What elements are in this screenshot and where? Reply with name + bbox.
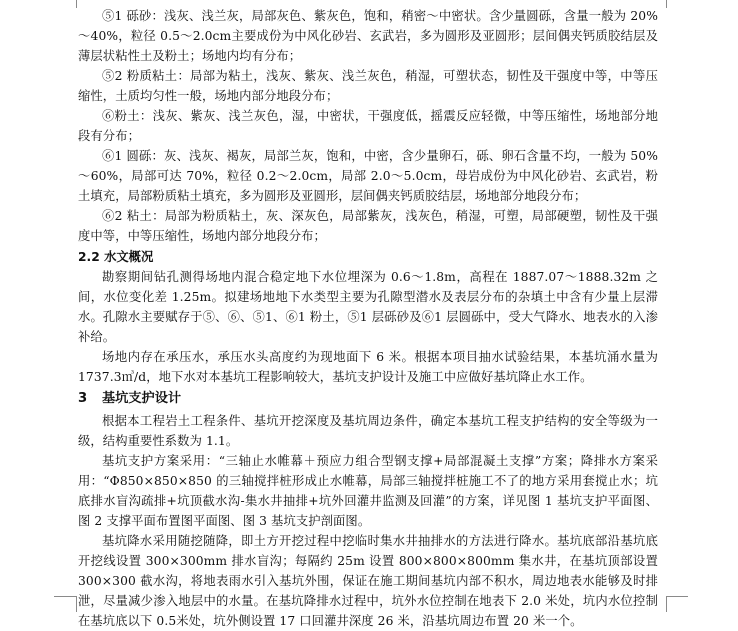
section-title: 基坑支护设计	[102, 391, 182, 406]
section-heading-support	[78, 387, 658, 411]
support-paragraph: 基坑降水采用随挖随降，即土方开挖过程中挖临时集水井抽排水的方法进行降水。基坑底部沿基坑底开挖线设置 300×300mm 排水盲沟；每隔约 25m 设置 800×800×800mm 集水井，在基坑顶部设置 300×300 截水沟，将地表雨水引入基坑外围，保证在施工期间基坑内部不积水，周边地表水能够及时排泄，尽量减少渗入地层中的水量。在基坑降排水过程中，坑外水位控制在地表下 2.0 米处，坑内水位控制在基坑底以下 0.5米处，坑外侧设置 17 口回灌井深度 26 米，沿基坑周边布置 20 米一个。	[78, 534, 658, 628]
page-corner-mark	[666, 596, 688, 597]
page-corner-mark	[62, 596, 77, 612]
soil-layer-paragraph: ⑥2 粘土：局部为粉质粘土，灰、深灰色，局部紫灰，浅灰色，稍湿，可塑，局部硬塑，韧性及干强度中等，中等压缩性，场地内部分地段分布；	[78, 209, 658, 243]
page-corner-mark	[666, 0, 681, 8]
page-corner-mark	[666, 596, 681, 612]
support-paragraph: 基坑支护方案采用：“三轴止水帷幕＋预应力组合型钢支撑+局部混凝土支撑”方案；降排水方案采用：“Φ850×850×850 的三轴搅拌桩形成止水帷幕，局部三轴搅拌桩施工不了的地方采用套搅止水；坑底排水盲沟疏排+坑顶截水沟-集水井抽排+坑外回灌井监测及回灌”的方案，详见图 1 基坑支护平面图、图 2 支撑平面布置图平面图、图 3 基坑支护剖面图。	[78, 454, 658, 528]
page-corner-mark	[54, 596, 76, 597]
hydrology-paragraph: 场地内存在承压水，承压水头高度约为现地面下 6 米。根据本项目抽水试验结果，本基坑涌水量为 1737.3㎥/d，地下水对本基坑工程影响较大，基坑支护设计及施工中应做好基坑降止水工作。	[78, 350, 658, 384]
soil-layer-paragraph: ⑥粉土：浅灰、紫灰、浅兰灰色，湿，中密状，干强度低，摇震反应轻微，中等压缩性，场地部分地段有分布；	[78, 109, 658, 143]
soil-layer-paragraph: ⑥1 圆砾：灰、浅灰、褐灰，局部兰灰，饱和，中密，含少量卵石，砾、卵石含量不均，一般为 50%～60%，局部可达 70%，粒径 0.2～2.0cm，局部 2.0～5.0cm，母岩成份为中风化砂岩、玄武岩，粉土填充，局部粉质粘土填充，多为圆形及亚圆形，层间偶夹钙质胶结层，场地部分地段分布；	[78, 149, 658, 203]
support-paragraph: 根据本工程岩土工程条件、基坑开挖深度及基坑周边条件，确定本基坑工程支护结构的安全等级为一级，结构重要性系数为 1.1。	[78, 414, 658, 448]
page-corner-mark	[62, 0, 77, 8]
section-heading-hydrology: 2.2 水文概况	[78, 250, 154, 264]
section-number: 3	[78, 391, 88, 406]
document-body	[78, 6, 658, 631]
soil-layer-paragraph: ⑤2 粉质粘土：局部为粘土，浅灰、紫灰、浅兰灰色，稍湿，可塑状态，韧性及干强度中等，中等压缩性，土质均匀性一般，场地内部分地段分布；	[78, 69, 658, 103]
hydrology-paragraph: 勘察期间钻孔测得场地内混合稳定地下水位埋深为 0.6～1.8m，高程在 1887.07～1888.32m 之间，水位变化差 1.25m。拟建场地地下水类型主要为孔隙型潜水及表层分布的杂填土中含有少量上层滞水。孔隙水主要赋存于⑤、⑥、⑤1、⑥1 粉土，⑤1 层砾砂及⑥1 层圆砾中，受大气降水、地表水的入渗补给。	[78, 270, 658, 344]
soil-layer-paragraph: ⑤1 砾砂：浅灰、浅兰灰，局部灰色、紫灰色，饱和，稍密～中密状。含少量圆砾，含量一般为 20%～40%，粒径 0.5～2.0cm主要成份为中风化砂岩、玄武岩，多为圆形及亚圆形；层间偶夹钙质胶结层及薄层状粘性土及粉土；场地内均有分布；	[78, 9, 658, 63]
